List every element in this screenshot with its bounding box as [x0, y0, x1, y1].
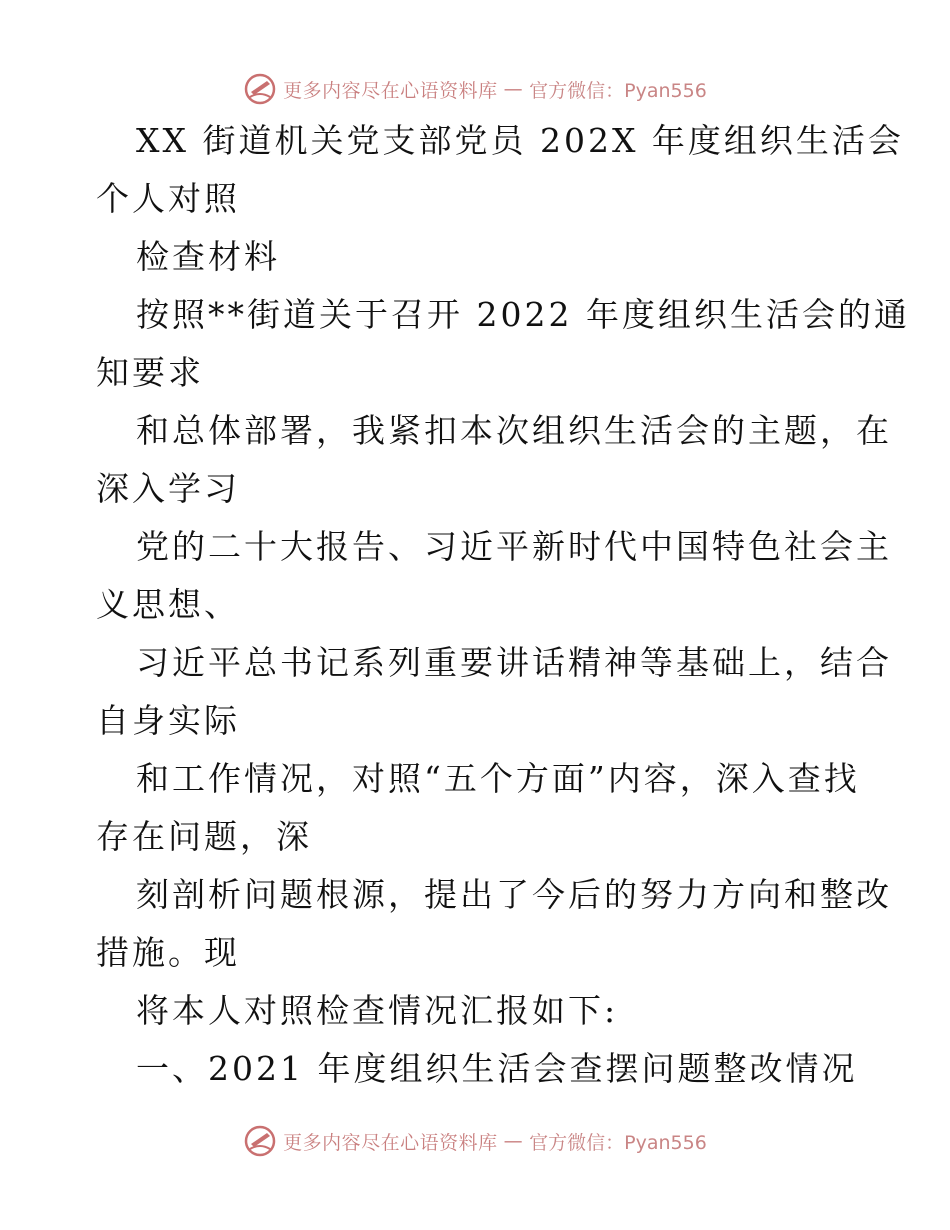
- paragraph-line: 存在问题，深: [96, 817, 312, 856]
- section-heading: 一、2021 年度组织生活会查摆问题整改情况: [136, 1049, 858, 1088]
- header-watermark: [0, 72, 950, 106]
- title-line-3: 检查材料: [136, 237, 280, 276]
- paragraph-line: 习近平总书记系列重要讲话精神等基础上，结合: [136, 643, 892, 682]
- paragraph-line: 深入学习: [96, 469, 240, 508]
- paragraph-line: 知要求: [96, 353, 204, 392]
- paragraph-line: 措施。现: [96, 933, 240, 972]
- paragraph-line: 党的二十大报告、习近平新时代中国特色社会主: [136, 527, 892, 566]
- paragraph-line: 和总体部署，我紧扣本次组织生活会的主题，在: [136, 411, 892, 450]
- document-body: [0, 112, 950, 1098]
- title-line-2: 个人对照: [96, 179, 240, 218]
- watermark-separator: —: [503, 1130, 524, 1152]
- watermark-brand: 更多内容尽在心语资料库: [283, 79, 498, 102]
- watermark-separator: —: [503, 78, 524, 100]
- paragraph-line: 和工作情况，对照“五个方面”内容，深入查找: [136, 759, 860, 798]
- paragraph-line: 刻剖析问题根源，提出了今后的努力方向和整改: [136, 875, 892, 914]
- watermark-contact: 官方微信：Pyan556: [529, 1131, 707, 1154]
- paragraph-line: 自身实际: [96, 701, 240, 740]
- watermark-contact: 官方微信：Pyan556: [529, 79, 707, 102]
- paragraph-line: 按照**街道关于召开 2022 年度组织生活会的通: [136, 295, 910, 334]
- book-pen-logo-icon: [243, 72, 277, 106]
- footer-watermark: [0, 1124, 950, 1158]
- book-pen-logo-icon: [243, 1124, 277, 1158]
- watermark-brand: 更多内容尽在心语资料库: [283, 1131, 498, 1154]
- paragraph-line: 义思想、: [96, 585, 240, 624]
- paragraph-line: 将本人对照检查情况汇报如下:: [136, 991, 619, 1030]
- title-line-1: XX 街道机关党支部党员 202X 年度组织生活会: [136, 121, 904, 160]
